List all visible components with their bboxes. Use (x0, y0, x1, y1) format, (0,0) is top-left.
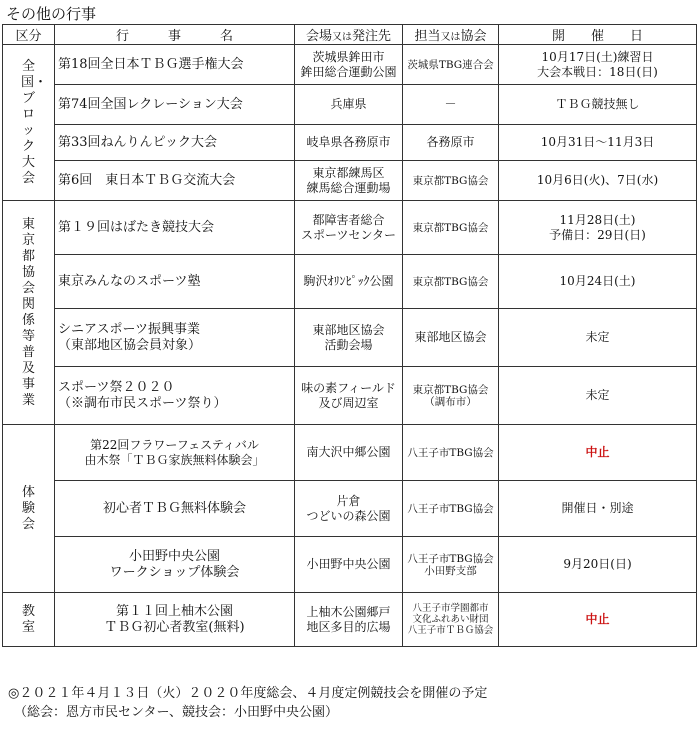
event-name: シニアスポーツ振興事業 （東部地区協会員対象） (55, 309, 295, 367)
organizer-cell (403, 593, 499, 647)
header-event: 行 事 名 (55, 25, 295, 45)
header-category: 区分 (3, 25, 55, 45)
table-row (3, 593, 697, 647)
date-cell (499, 45, 697, 85)
organizer-line: 八王子市TBG協会 (407, 552, 494, 565)
date-cell (499, 537, 697, 593)
venue-cell (295, 481, 403, 537)
note-line: （総会：恩方市民センター、競技会：小田野中央公園） (14, 705, 338, 720)
organizer-cell (403, 255, 499, 309)
date-cell (499, 255, 697, 309)
venue-cell (295, 201, 403, 255)
category-tokyo-label: 東京都協会関係等普及事業 (21, 216, 35, 408)
organizer-cell (403, 85, 499, 125)
organizer-cell (403, 309, 499, 367)
event-name: 第１９回はばたき競技大会 (55, 201, 295, 255)
events-table (2, 24, 697, 647)
event-name: スポーツ祭２０２０ （※調布市民スポーツ祭り） (55, 367, 295, 425)
event-name: 第１１回上柚木公園 ＴＢＧ初心者教室(無料) (55, 593, 295, 647)
event-name: 第18回全日本ＴＢＧ選手権大会 (55, 45, 295, 85)
venue-cell (295, 125, 403, 161)
organizer-line: 東京都TBG協会 (412, 383, 489, 396)
date-line: 大会本戦日：18日(日) (537, 64, 658, 79)
date-cell (499, 201, 697, 255)
organizer-line: 八王子市学園都市 (412, 603, 489, 614)
organizer-line: 八王子市TBG協会 (407, 502, 494, 515)
venue-line: 上柚木公園郷戸 (306, 604, 391, 619)
venue-line: 片倉 (336, 493, 361, 508)
table-row (3, 125, 697, 161)
category-national (3, 45, 55, 201)
date-line: 開催日・別途 (561, 501, 634, 515)
venue-line: 茨城県鉾田市 (312, 49, 385, 64)
venue-line: 東部地区協会 (312, 322, 385, 337)
venue-line: 活動会場 (324, 337, 373, 352)
date-cell (499, 309, 697, 367)
table-row (3, 201, 697, 255)
event-name: 第74回全国レクレーション大会 (55, 85, 295, 125)
organizer-line: （調布市） (424, 395, 477, 408)
table-row (3, 309, 697, 367)
venue-line: 地区多目的広場 (306, 619, 391, 634)
venue-line: 岐阜県各務原市 (306, 135, 391, 149)
date-line: 中止 (585, 445, 610, 459)
venue-cell (295, 309, 403, 367)
organizer-cell (403, 425, 499, 481)
organizer-cell (403, 481, 499, 537)
header-venue: 会場又は発注先 (295, 25, 403, 45)
date-cell (499, 367, 697, 425)
organizer-cell (403, 161, 499, 201)
venue-cell (295, 255, 403, 309)
venue-cell (295, 367, 403, 425)
category-classroom-label: 教室 (21, 603, 35, 635)
organizer-line: 八王子市TBG協会 (407, 446, 494, 459)
venue-cell (295, 593, 403, 647)
organizer-cell (403, 537, 499, 593)
venue-line: 味の素フィールド (301, 380, 396, 395)
date-line: 9月20日(日) (563, 557, 632, 571)
table-row (3, 537, 697, 593)
date-cell (499, 161, 697, 201)
venue-line: 東京都練馬区 (312, 165, 385, 180)
note-line: ◎２０２１年４月１３日（火）２０２０年度総会、４月度定例競技会を開催の予定 (8, 686, 488, 701)
date-cell (499, 85, 697, 125)
event-name: 初心者ＴＢＧ無料体験会 (55, 481, 295, 537)
venue-cell (295, 85, 403, 125)
venue-line: 及び周辺室 (318, 395, 379, 410)
venue-cell (295, 161, 403, 201)
venue-line: 都障害者総合 (312, 212, 385, 227)
date-line: 11月28日(土) (559, 212, 636, 227)
table-row (3, 367, 697, 425)
organizer-line: 東京都TBG協会 (412, 275, 489, 288)
page-title: その他の行事 (6, 5, 97, 23)
date-line: 未定 (585, 388, 610, 402)
table-row (3, 85, 697, 125)
organizer-line: 文化ふれあい財団 (412, 614, 489, 625)
venue-cell (295, 537, 403, 593)
organizer-line: 小田野支部 (424, 564, 477, 577)
date-line: ＴＢＧ競技無し (555, 97, 640, 111)
date-line: 10月24日(土) (559, 274, 636, 288)
date-line: 10月6日(火)、7日(水) (536, 173, 659, 187)
venue-line: 練馬総合運動場 (306, 180, 391, 195)
event-name: 第33回ねんりんピック大会 (55, 125, 295, 161)
event-name: 第6回 東日本ＴＢＧ交流大会 (55, 161, 295, 201)
venue-line: 駒沢ｵﾘﾝﾋﾟｯｸ公園 (303, 274, 394, 288)
table-row (3, 255, 697, 309)
event-name: 小田野中央公園 ワークショップ体験会 (55, 537, 295, 593)
table-header-row (3, 25, 697, 45)
organizer-line: 東京都TBG協会 (412, 174, 489, 187)
organizer-line: 東京都TBG協会 (412, 221, 489, 234)
category-tokyo (3, 201, 55, 425)
organizer-cell (403, 45, 499, 85)
organizer-cell (403, 125, 499, 161)
header-date: 開 催 日 (499, 25, 697, 45)
date-line: 未定 (585, 330, 610, 344)
category-national-label: 全国・ブロック大会 (21, 58, 48, 186)
organizer-line: 八王子市ＴＢＧ協会 (407, 625, 494, 636)
category-experience-label: 体験会 (21, 484, 35, 532)
notes (8, 684, 487, 722)
table-row (3, 45, 697, 85)
venue-line: つどいの森公園 (306, 508, 391, 523)
header-organizer: 担当又は協会 (403, 25, 499, 45)
event-name: 東京みんなのスポーツ塾 (55, 255, 295, 309)
venue-line: スポーツセンター (300, 227, 397, 242)
date-cell (499, 125, 697, 161)
venue-cell (295, 425, 403, 481)
date-line: 10月31日～11月3日 (540, 135, 655, 149)
organizer-line: 茨城県TBG連合会 (407, 58, 494, 71)
table-row (3, 425, 697, 481)
organizer-cell (403, 367, 499, 425)
category-classroom (3, 593, 55, 647)
venue-cell (295, 45, 403, 85)
organizer-line: － (444, 97, 457, 111)
venue-line: 鉾田総合運動公園 (300, 64, 397, 79)
table-row (3, 481, 697, 537)
table-row (3, 161, 697, 201)
venue-line: 兵庫県 (330, 97, 367, 111)
date-line: 中止 (585, 612, 610, 626)
venue-line: 南大沢中郷公園 (306, 445, 391, 459)
date-cell (499, 481, 697, 537)
date-line: 10月17日(土)練習日 (541, 49, 654, 64)
venue-line: 小田野中央公園 (306, 557, 391, 571)
organizer-line: 各務原市 (426, 135, 475, 149)
organizer-line: 東部地区協会 (414, 330, 487, 344)
event-name: 第22回フラワーフェスティバル 由木祭「ＴＢＧ家族無料体験会」 (55, 425, 295, 481)
organizer-cell (403, 201, 499, 255)
date-line: 予備日：29日(日) (549, 227, 646, 242)
date-cell (499, 425, 697, 481)
date-cell (499, 593, 697, 647)
category-experience (3, 425, 55, 593)
